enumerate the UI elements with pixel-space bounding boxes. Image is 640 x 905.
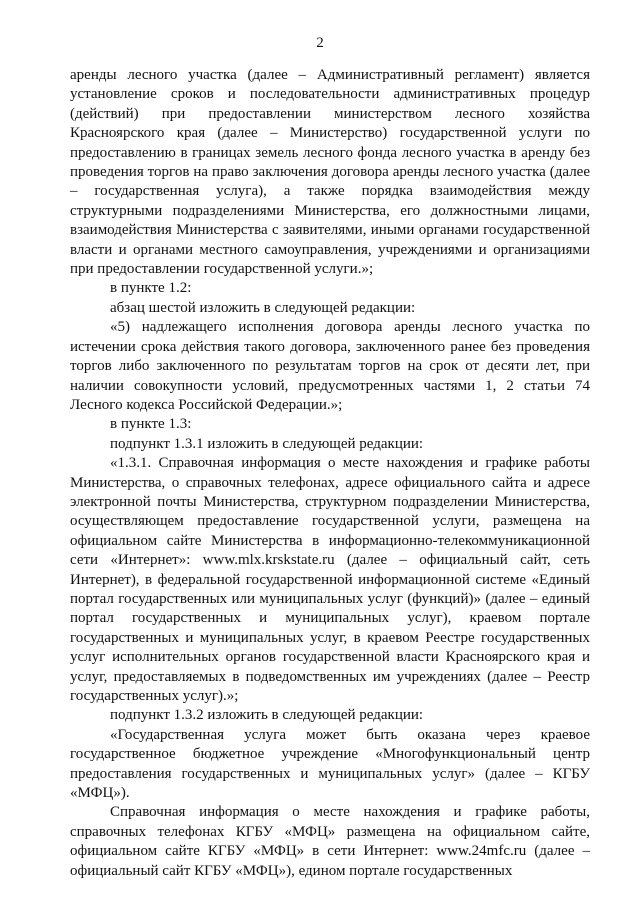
paragraph-mfc-reference-info: Справочная информация о месте нахождения и графике работы, справочных телефонах КГБУ «МФЦ» размещена на официальном сайте, официальном сайте КГБУ «МФЦ» в сети Интернет: www.24mfc.ru (далее – официальный сайт КГБУ «МФЦ»), едином портале государственных xyxy=(70,804,590,879)
paragraph-clause-1-3: в пункте 1.3: xyxy=(110,416,192,433)
paragraph-subclause-1-3-1-intro: подпункт 1.3.1 изложить в следующей редакции: xyxy=(110,435,424,452)
page-number: 2 xyxy=(316,35,324,51)
paragraph-clause-1-2: в пункте 1.2: xyxy=(110,280,192,297)
document-body xyxy=(70,66,590,881)
paragraph-item-5: «5) надлежащего исполнения договора аренды лесного участка по истечении срока действия такого договора, заключенного ранее без проведения торгов либо заключенного по результатам торгов на срок от десяти лет, при наличии совокупности условий, предусмотренных частями 1, 2 статьи 74 Лесного кодекса Российской Федерации.»; xyxy=(70,319,590,413)
paragraph-mfc-service: «Государственная услуга может быть оказана через краевое государственное бюджетное учреждение «Многофункциональный центр предоставления государственных и муниципальных услуг» (далее – КГБУ «МФЦ»). xyxy=(70,726,590,802)
paragraph-sixth-abzac: абзац шестой изложить в следующей редакции: xyxy=(110,299,416,316)
paragraph-regulation-purpose: аренды лесного участка (далее – Административный регламент) является установление сроков и последовательности административных процедур (действий) при предоставлении министерством лесного хозяйства Красноярского края (далее – Министерство) государственной услуги по предоставлению в границах земель лесного фонда лесного участка в аренду без проведения торгов на право заключения договора аренды лесного участка (далее – государственная услуга), а также порядка взаимодействия между структурными подразделениями Министерства, его должностными лицами, взаимодействия Министерства с заявителями, иными органами государственной власти и органами местного самоуправления, учреждениями и организациями при предоставлении государственной услуги.»; xyxy=(70,67,590,278)
paragraph-subclause-1-3-1-text: «1.3.1. Справочная информация о месте нахождения и графике работы Министерства, о справочных телефонах, адресе официального сайта и адресе электронной почты Министерства, структурном подразделении Министерства, осуществляющем предоставление государственной услуги, размещена на официальном сайте Министерства в информационно-телекоммуникационной сети «Интернет»: www.mlx.krskstate.ru (далее – официальный сайт, сеть Интернет), в федеральной государственной информационной системе «Единый портал государственных или муниципальных услуг (функций)» (далее – единый портал государственных и муниципальных услуг), краевом портале государственных и муниципальных услуг, в краевом Реестре государственных услуг исполнительных органов государственной власти Красноярского края и услуг, предоставляемых в подведомственных им учреждениях (далее – Реестр государственных услуг).»; xyxy=(70,455,590,704)
paragraph-subclause-1-3-2-intro: подпункт 1.3.2 изложить в следующей редакции: xyxy=(110,707,424,724)
